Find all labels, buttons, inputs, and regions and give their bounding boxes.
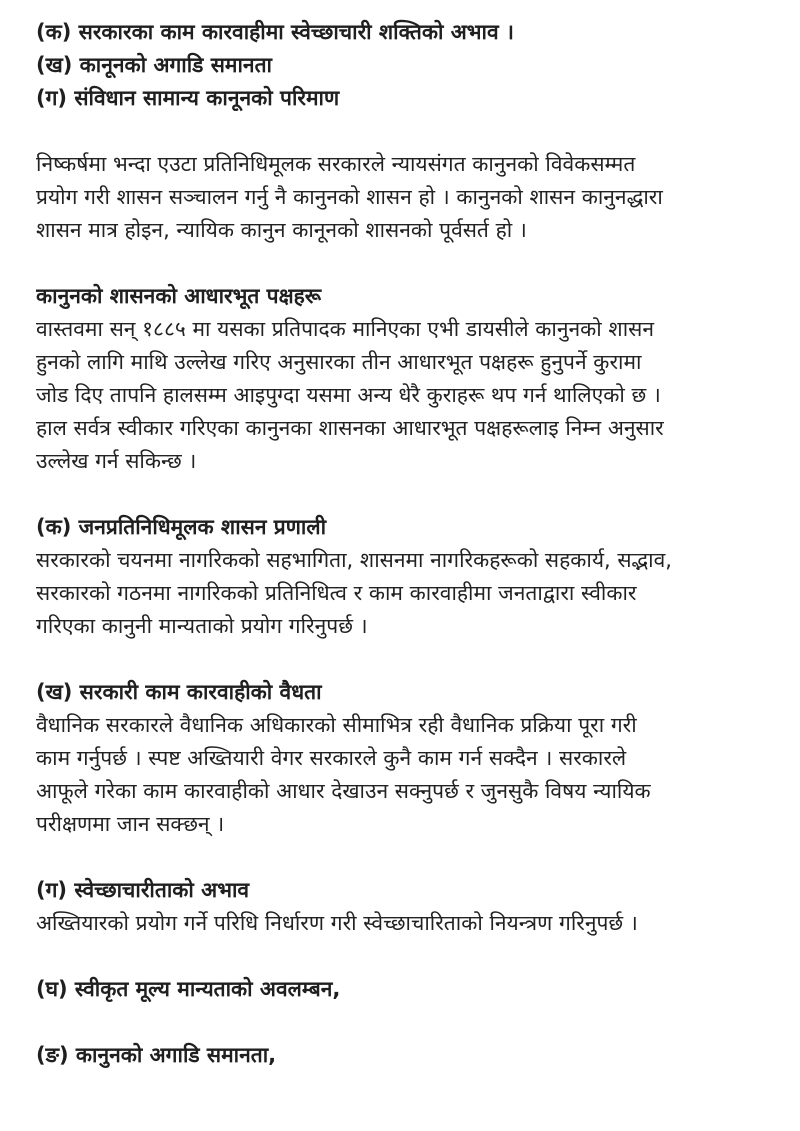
point-body-line: गरिएका कानुनी मान्यताको प्रयोग गरिनुपर्छ । [36, 614, 368, 638]
point-heading: (ख) सरकारी काम कारवाहीको वैधता [36, 680, 322, 704]
conclusion-line: शासन मात्र होइन, न्यायिक कानुन कानूनको शासनको पूर्वसर्त हो । [36, 218, 527, 242]
conclusion-line: निष्कर्षमा भन्दा एउटा प्रतिनिधिमूलक सरकारले न्यायसंगत कानुनको विवेकसम्मत [36, 152, 636, 176]
point-body-line: सरकारको चयनमा नागरिकको सहभागिता, शासनमा नागरिकहरूको सहकार्य, सद्भाव, [36, 548, 672, 572]
section-heading: कानुनको शासनको आधारभूत पक्षहरू [36, 284, 322, 308]
section-body-line: जोड दिए तापनि हालसम्म आइपुग्दा यसमा अन्य धेरै कुराहरू थप गर्न थालिएको छ । [36, 383, 661, 407]
intro-list [36, 16, 764, 115]
spacer [36, 940, 764, 973]
point-body-line: काम गर्नुपर्छ । स्पष्ट अख्तियारी वेगर सरकारले कुनै काम गर्न सक्दैन । सरकारले [36, 746, 627, 770]
conclusion-line: प्रयोग गरी शासन सञ्चालन गर्नु नै कानुनको शासन हो । कानुनको शासन कानुनद्धारा [36, 185, 663, 209]
point-ga [36, 874, 764, 940]
point-body-line: आफूले गरेका काम कारवाहीको आधार देखाउन सक्नुपर्छ र जुनसुकै विषय न्यायिक [36, 779, 651, 803]
spacer [36, 643, 764, 676]
section-body-line: हाल सर्वत्र स्वीकार गरिएका कानुनका शासनका आधारभूत पक्षहरूलाइ निम्न अनुसार [36, 416, 664, 440]
intro-item-ga: (ग) संविधान सामान्य कानूनको परिमाण [36, 86, 340, 110]
point-kha [36, 676, 764, 841]
point-heading: (ङ) कानुनको अगाडि समानता, [36, 1043, 277, 1067]
point-gha [36, 973, 764, 1006]
point-nga [36, 1039, 764, 1072]
section-body-line: हुनको लागि माथि उल्लेख गरिए अनुसारका तीन आधारभूत पक्षहरू हुनुपर्ने कुरामा [36, 350, 642, 374]
section-body-line: उल्लेख गर्न सकिन्छ । [36, 449, 197, 473]
spacer [36, 115, 764, 148]
fundamentals-section [36, 280, 764, 478]
intro-item-ka: (क) सरकारका काम कारवाहीमा स्वेच्छाचारी शक्तिको अभाव । [36, 20, 514, 44]
point-body-line: परीक्षणमा जान सक्छन् । [36, 812, 225, 836]
conclusion-paragraph [36, 148, 764, 247]
point-heading: (ग) स्वेच्छाचारीताको अभाव [36, 878, 250, 902]
point-body-line: सरकारको गठनमा नागरिकको प्रतिनिधित्व र काम कारवाहीमा जनताद्वारा स्वीकार [36, 581, 637, 605]
point-body-line: अख्तियारको प्रयोग गर्ने परिधि निर्धारण गरी स्वेच्छाचारिताको नियन्त्रण गरिनुपर्छ । [36, 911, 638, 935]
spacer [36, 478, 764, 511]
spacer [36, 247, 764, 280]
point-ka [36, 511, 764, 643]
point-body-line: वैधानिक सरकारले वैधानिक अधिकारको सीमाभित्र रही वैधानिक प्रक्रिया पूरा गरी [36, 713, 637, 737]
point-heading: (क) जनप्रतिनिधिमूलक शासन प्रणाली [36, 515, 327, 539]
point-heading: (घ) स्वीकृत मूल्य मान्यताको अवलम्बन, [36, 977, 341, 1001]
section-body-line: वास्तवमा सन् १८८५ मा यसका प्रतिपादक मानिएका एभी डायसीले कानुनको शासन [36, 317, 654, 341]
spacer [36, 1006, 764, 1039]
spacer [36, 841, 764, 874]
intro-item-kha: (ख) कानूनको अगाडि समानता [36, 53, 272, 77]
